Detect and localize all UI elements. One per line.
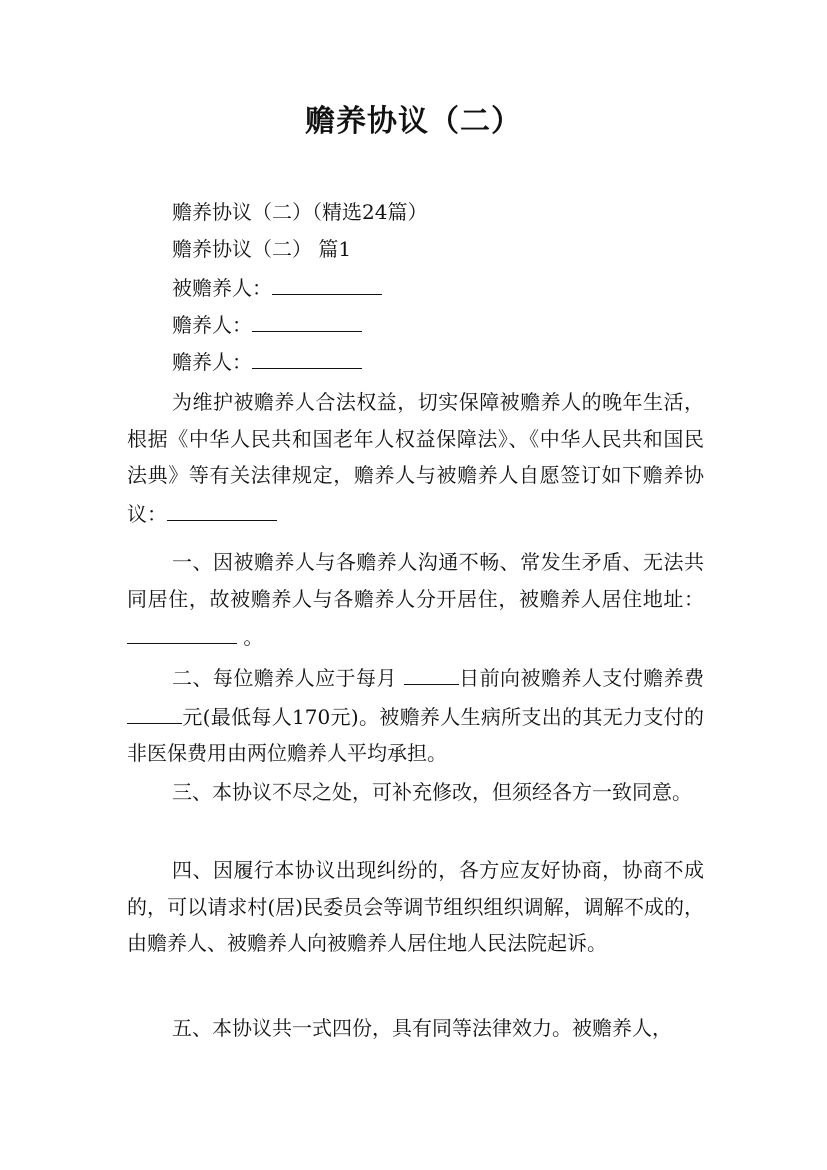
blank-field — [252, 305, 362, 332]
blank-field — [167, 494, 277, 521]
clause-1 — [127, 544, 704, 656]
party-line-supporter-1 — [127, 305, 757, 343]
blank-field — [127, 617, 237, 644]
party-label: 赡养人： — [172, 313, 252, 337]
document-title: 赡养协议（二） — [305, 104, 522, 139]
blank-field — [252, 342, 362, 369]
blank-field — [272, 268, 382, 295]
clause-2-text-c: 元(最低每人170元)。被赡养人生病所支出的其无力支付的非医保费用由两位赡养人平均承担。 — [127, 704, 704, 766]
clause-2 — [127, 658, 704, 772]
intro-text: 为维护被赡养人合法权益，切实保障被赡养人的晚年生活，根据《中华人民共和国老年人权益保障法》、《中华人民共和国民法典》等有关法律规定，赡养人与被赡养人自愿签订如下赡养协议： — [127, 390, 704, 526]
party-label: 赡养人： — [172, 350, 252, 374]
clause-3: 三、本协议不尽之处，可补充修改，但须经各方一致同意。 — [172, 780, 692, 804]
party-line-beneficiary — [127, 268, 757, 306]
party-label: 被赡养人： — [172, 276, 272, 300]
clause-1-end: 。 — [237, 625, 264, 650]
blank-field-day — [404, 658, 459, 685]
clause-2-text-a: 二、每位赡养人应于每月 — [172, 666, 404, 690]
document-subtitle: 赡养协议（二）（精选24篇） — [172, 200, 428, 224]
clause-4: 四、因履行本协议出现纠纷的，各方应友好协商，协商不成的，可以请求村(居)民委员会等调节组织组织调解，调解不成的，由赡养人、被赡养人向被赡养人居住地人民法院起诉。 — [127, 858, 704, 956]
clause-1-text: 一、因被赡养人与各赡养人沟通不畅、常发生矛盾、无法共同居住，故被赡养人与各赡养人分开居住，被赡养人居住地址： — [127, 550, 704, 611]
blank-field-amount — [127, 697, 182, 724]
party-line-supporter-2 — [127, 342, 757, 380]
section-heading: 赡养协议（二） 篇1 — [172, 237, 352, 261]
intro-paragraph — [127, 384, 704, 532]
clause-2-text-b: 日前向被赡养人支付赡养费 — [458, 666, 705, 690]
clause-5: 五、本协议共一式四份，具有同等法律效力。被赡养人， — [172, 1016, 672, 1040]
